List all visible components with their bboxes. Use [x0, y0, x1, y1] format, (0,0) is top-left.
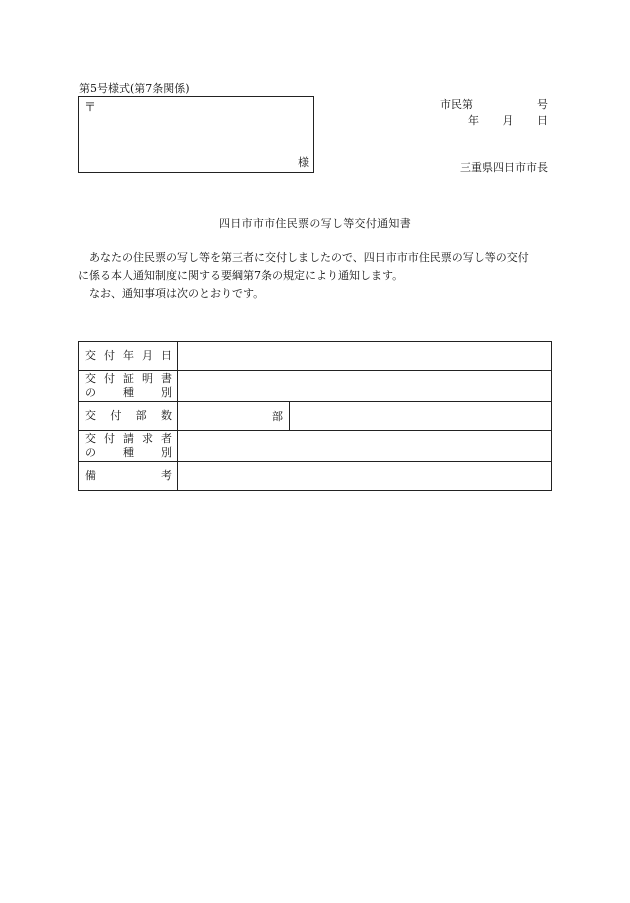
value-certificate-type[interactable] [178, 371, 552, 402]
reference-number-row [440, 97, 548, 113]
copies-unit: 部 [272, 410, 283, 423]
value-requester-type[interactable] [178, 431, 552, 462]
body-text [78, 249, 554, 303]
table-row [79, 342, 552, 371]
label-copies [79, 402, 178, 431]
label-char: 部 [135, 409, 147, 422]
label-char: 書 [161, 372, 172, 385]
label-char: 交 [85, 409, 96, 422]
label-certificate-type [79, 371, 178, 402]
table-row [79, 371, 552, 402]
label-char: 証 [123, 372, 134, 385]
date-row [440, 113, 548, 129]
document-title: 四日市市市住民票の写し等交付通知書 [218, 217, 412, 230]
paragraph-1-line-1: あなたの住民票の写し等を第三者に交付しましたので、四日市市市住民票の写し等の交付 [89, 251, 529, 264]
notification-table [78, 341, 552, 491]
label-char: 付 [104, 349, 115, 362]
label-remarks [79, 462, 178, 491]
postal-mark: 〒 [84, 100, 97, 114]
label-char: 年 [123, 349, 134, 362]
table-row [79, 431, 552, 462]
table-row [79, 462, 552, 491]
value-copies[interactable] [178, 402, 290, 431]
reference-suffix: 号 [537, 98, 548, 111]
label-char: 別 [161, 446, 172, 459]
label-char: 数 [160, 409, 172, 422]
issuer-name: 三重県四日市市長 [460, 161, 548, 174]
table-row [79, 402, 552, 431]
date-day: 日 [537, 114, 548, 127]
label-char: の [85, 386, 96, 399]
label-char: 考 [161, 469, 172, 482]
address-box[interactable] [78, 96, 314, 173]
value-remarks[interactable] [178, 462, 552, 491]
value-issue-date[interactable] [178, 342, 552, 371]
reference-block [440, 97, 548, 129]
date-month: 月 [502, 114, 514, 127]
label-char: 付 [104, 372, 115, 385]
label-char: 月 [142, 349, 153, 362]
label-char: 交 [85, 349, 96, 362]
label-char: 交 [85, 372, 96, 385]
paragraph-1-line-2: に係る本人通知制度に関する要綱第7条の規定により通知します。 [78, 269, 404, 282]
date-year: 年 [468, 114, 479, 127]
label-char: 明 [142, 372, 153, 385]
label-char: 者 [161, 432, 172, 445]
label-char: 付 [104, 432, 115, 445]
label-char: 交 [85, 432, 96, 445]
reference-prefix: 市民第 [440, 98, 473, 111]
label-char: 種 [123, 446, 134, 459]
label-char: の [85, 446, 96, 459]
label-char: 付 [110, 409, 122, 422]
label-requester-type [79, 431, 178, 462]
label-char: 日 [161, 349, 172, 362]
paragraph-2: なお、通知事項は次のとおりです。 [89, 287, 265, 300]
honorific-label: 様 [298, 156, 309, 169]
label-char: 請 [123, 432, 134, 445]
label-char: 求 [142, 432, 153, 445]
label-char: 備 [85, 469, 96, 482]
form-number: 第5号様式(第7条関係) [79, 82, 190, 95]
copies-extra-cell[interactable] [290, 402, 552, 431]
label-char: 別 [161, 386, 172, 399]
label-char: 種 [123, 386, 134, 399]
label-issue-date [79, 342, 178, 371]
